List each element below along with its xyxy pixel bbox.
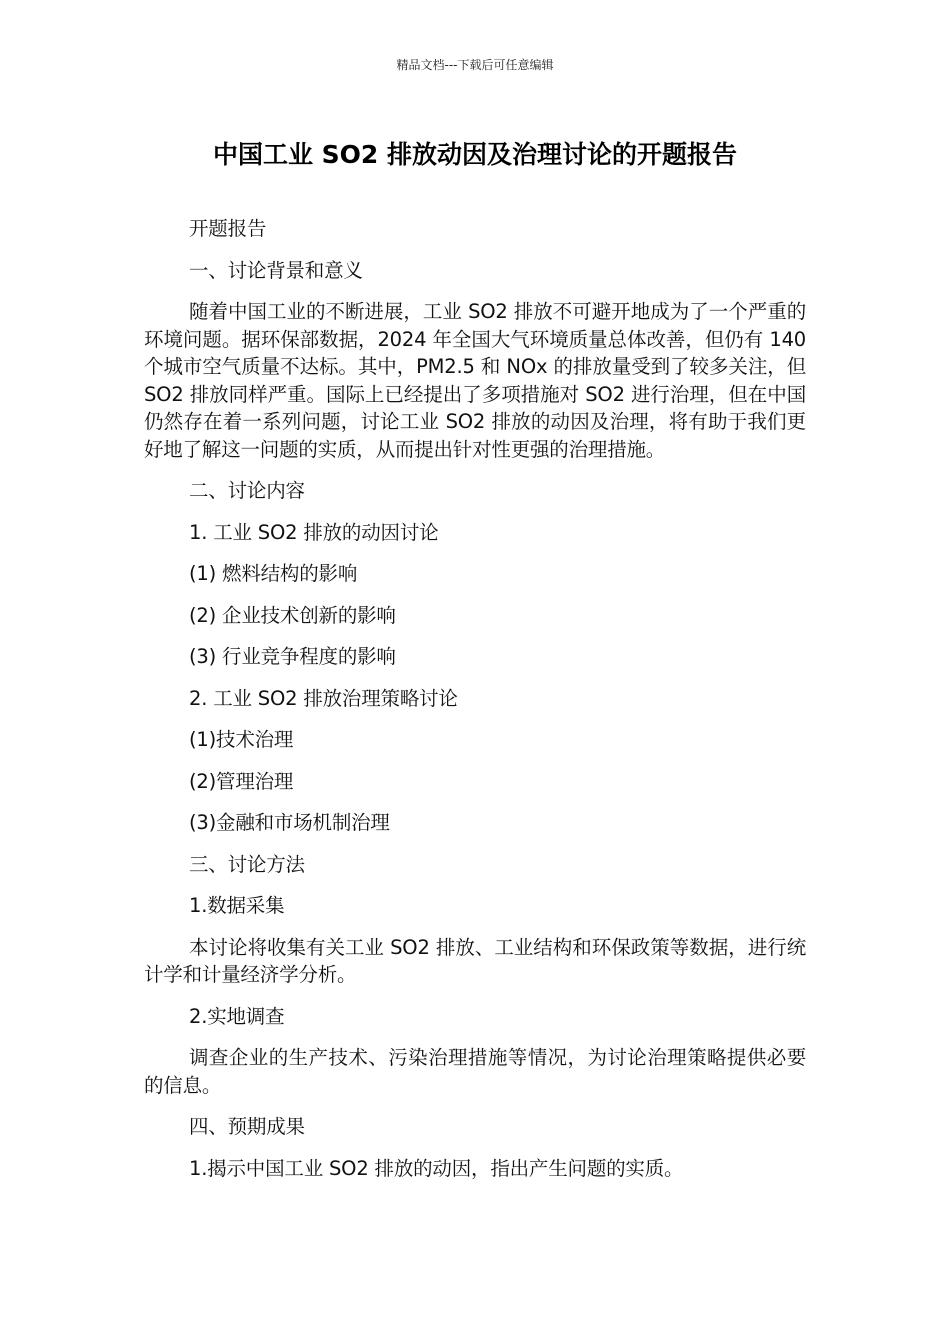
list-item-management-governance: (2)管理治理 — [189, 769, 294, 793]
list-item-tech-innovation: (2) 企业技术创新的影响 — [189, 603, 396, 627]
paragraph-background: 随着中国工业的不断进展，工业 SO2 排放不可避开地成为了一个严重的环境问题。据环保部数据，2024 年全国大气环境质量总体改善，但仍有 140 个城市空气质量不达标。其中，PM2.5 和 NOx 的排放量受到了较多关注，但 SO2 排放同样严重。国际上已经提出了多项措施对 SO2 进行治理，但在中国仍然存在着一系列问题，讨论工业 SO2 排放的动因及治理，将有助于我们更好地了解这一问题的实质，从而提出针对性更强的治理措施。 — [144, 300, 806, 461]
subheading-field-survey: 2.实地调查 — [189, 1004, 285, 1028]
document-body — [144, 215, 806, 1196]
subheading-data-collection: 1.数据采集 — [189, 894, 285, 917]
list-item-tech-governance: (1)技术治理 — [189, 728, 294, 751]
subheading-governance: 2. 工业 SO2 排放治理策略讨论 — [189, 686, 458, 710]
heading-background: 一、讨论背景和意义 — [189, 258, 363, 282]
document-title: 中国工业 SO2 排放动因及治理讨论的开题报告 — [212, 140, 738, 169]
heading-methods: 三、讨论方法 — [189, 852, 305, 876]
subheading-causes: 1. 工业 SO2 排放的动因讨论 — [189, 520, 439, 544]
list-item-fuel-structure: (1) 燃料结构的影响 — [189, 562, 358, 585]
list-item-competition: (3) 行业竞争程度的影响 — [189, 645, 396, 668]
paragraph-data-collection: 本讨论将收集有关工业 SO2 排放、工业结构和环保政策等数据，进行统计学和计量经济学分析。 — [144, 935, 806, 986]
list-item-finance-market-governance: (3)金融和市场机制治理 — [189, 811, 390, 834]
header-note: 精品文档---下载后可任意编辑 — [396, 58, 554, 72]
paragraph-field-survey: 调查企业的生产技术、污染治理措施等情况，为讨论治理策略提供必要的信息。 — [144, 1046, 806, 1097]
heading-content: 二、讨论内容 — [189, 479, 305, 502]
result-item-1: 1.揭示中国工业 SO2 排放的动因，指出产生问题的实质。 — [189, 1156, 684, 1180]
heading-expected-results: 四、预期成果 — [189, 1115, 305, 1138]
section-label-report: 开题报告 — [189, 217, 267, 240]
